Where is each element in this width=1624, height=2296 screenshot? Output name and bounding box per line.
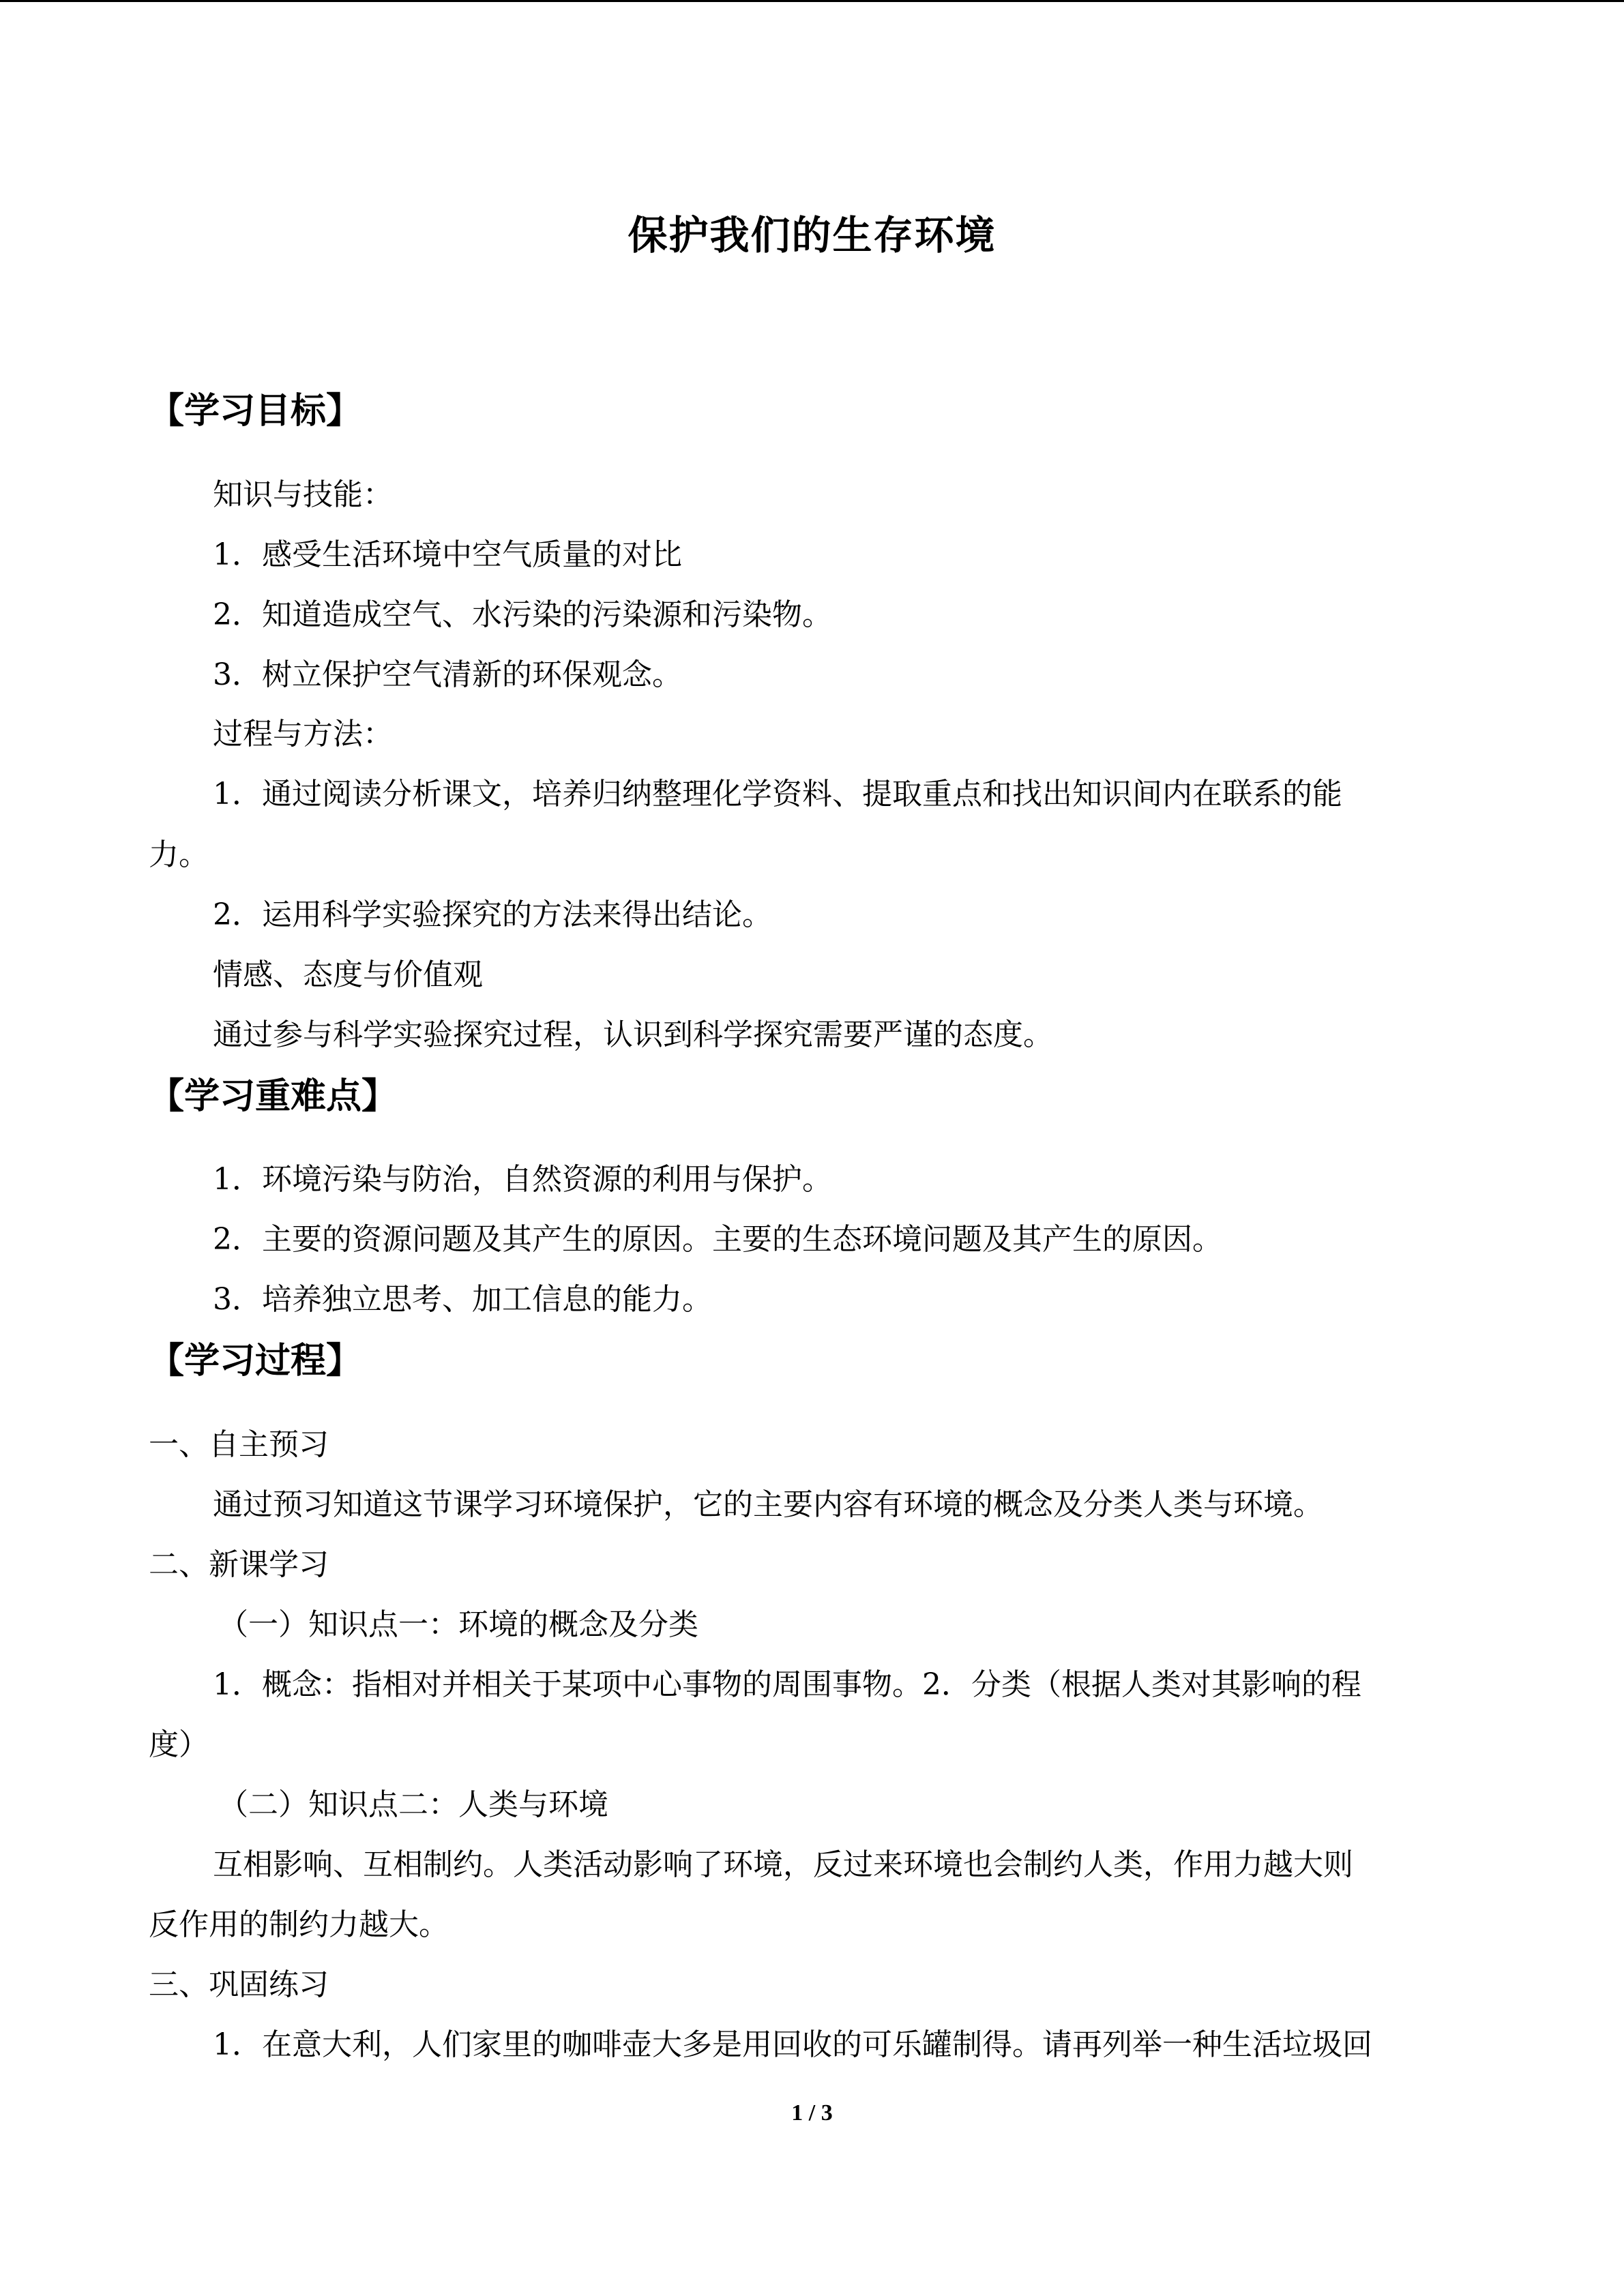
knowledge-point-1-text: 1．概念：指相对并相关于某项中心事物的周围事物。2．分类（根据人类对其影响的程 <box>213 1667 1361 1702</box>
emotion-text: 通过参与科学实验探究过程，认识到科学探究需要严谨的态度。 <box>213 1017 1053 1052</box>
knowledge-point-2-text-continued: 反作用的制约力越大。 <box>149 1907 449 1942</box>
knowledge-label: 知识与技能： <box>213 477 393 512</box>
process-item-2: 2．运用科学实验探究的方法来得出结论。 <box>213 897 772 932</box>
knowledge-item-1: 1．感受生活环境中空气质量的对比 <box>213 537 682 572</box>
knowledge-item-3: 3．树立保护空气清新的环保观念。 <box>213 657 682 692</box>
section-heading-process: 【学习过程】 <box>149 1341 362 1382</box>
process-item-1: 1．通过阅读分析课文，培养归纳整理化学资料、提取重点和找出知识间内在联系的能 <box>213 777 1342 811</box>
process-item-1-continued: 力。 <box>149 837 209 872</box>
page-top-border <box>0 0 1624 2</box>
key-point-1: 1．环境污染与防治，自然资源的利用与保护。 <box>213 1162 832 1197</box>
practice-item-1: 1．在意大利，人们家里的咖啡壶大多是用回收的可乐罐制得。请再列举一种生活垃圾回 <box>213 2027 1372 2062</box>
section-heading-key-points: 【学习重难点】 <box>149 1076 398 1117</box>
knowledge-point-1-text-continued: 度） <box>149 1727 209 1762</box>
preview-text: 通过预习知道这节课学习环境保护，它的主要内容有环境的概念及分类人类与环境。 <box>213 1487 1323 1522</box>
key-point-2: 2．主要的资源问题及其产生的原因。主要的生态环境问题及其产生的原因。 <box>213 1222 1222 1257</box>
practice-label: 三、巩固练习 <box>149 1967 329 2002</box>
page-number: 1 / 3 <box>791 2100 833 2126</box>
new-lesson-label: 二、新课学习 <box>149 1547 329 1582</box>
knowledge-point-2-text: 互相影响、互相制约。人类活动影响了环境，反过来环境也会制约人类，作用力越大则 <box>213 1847 1353 1882</box>
knowledge-point-2-label: （二）知识点二：人类与环境 <box>218 1787 608 1822</box>
key-point-3: 3．培养独立思考、加工信息的能力。 <box>213 1282 712 1317</box>
document-title: 保护我们的生存环境 <box>628 212 996 258</box>
knowledge-item-2: 2．知道造成空气、水污染的污染源和污染物。 <box>213 597 832 632</box>
process-label: 过程与方法： <box>213 717 393 751</box>
emotion-label: 情感、态度与价值观 <box>213 957 483 992</box>
section-heading-goals: 【学习目标】 <box>149 391 362 432</box>
preview-label: 一、自主预习 <box>149 1427 329 1462</box>
knowledge-point-1-label: （一）知识点一：环境的概念及分类 <box>218 1607 698 1642</box>
